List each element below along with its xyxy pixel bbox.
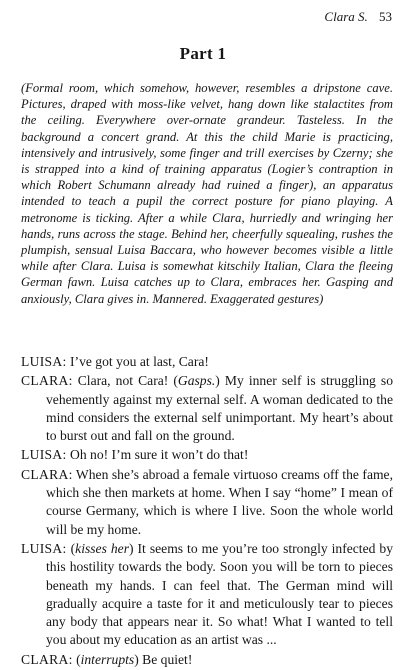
line-text: I’ve got you at last, Cara! bbox=[70, 354, 209, 369]
part-heading: Part 1 bbox=[179, 44, 227, 63]
dialogue-line bbox=[21, 466, 393, 539]
speaker-name: CLARA: bbox=[21, 466, 73, 482]
dialogue-line bbox=[21, 540, 393, 650]
dialogue bbox=[21, 353, 393, 670]
stage-aside: interrupts bbox=[80, 651, 135, 667]
running-head bbox=[324, 9, 392, 25]
stage-aside: Gasps. bbox=[177, 373, 216, 389]
page-number: 53 bbox=[379, 9, 392, 24]
dialogue-line bbox=[21, 446, 393, 464]
speaker-name: CLARA: bbox=[21, 373, 73, 389]
running-head-title: Clara S. bbox=[324, 9, 368, 24]
line-text: Clara, not Cara! ( bbox=[77, 373, 178, 389]
line-text: ( bbox=[76, 651, 81, 667]
speaker-name: LUISA: bbox=[21, 540, 67, 556]
line-text: When she’s abroad a female virtuoso creams off the fame, which she then markets at home. When I say “home” I mean of course Germany, which is where I live. Soon the whole world will be my home. bbox=[46, 466, 393, 537]
line-text: ) My inner self is struggling so vehemently against my external self. A woman dedicated to the mind considers the external self unimportant. My heart’s about to burst out and fall on the ground. bbox=[46, 373, 393, 444]
stage-aside: kisses her bbox=[75, 540, 129, 556]
dialogue-line bbox=[21, 372, 393, 445]
speaker-name: CLARA: bbox=[21, 651, 73, 667]
dialogue-line bbox=[21, 651, 393, 669]
line-text: ( bbox=[70, 540, 76, 556]
speaker-name: LUISA: bbox=[21, 354, 67, 369]
stage-direction: (Formal room, which somehow, however, resembles a dripstone cave. Pictures, draped with moss-like velvet, hang down like stalactites from the ceiling. Everywhere over-ornate grandeur. Tasteless. In the background a concert grand. At this the child Marie is practicing, intensively and intrusively, some finger and trill exercises by Czerny; she is strapped into a kind of training apparatus (Logier’s contraption in which Robert Schumann already had ruined a finger), an apparatus intended to teach a pupil the correct posture for piano playing. A metronome is ticking. After a while Clara, hurriedly and wringing her hands, runs across the stage. Behind her, cheerfully squealing, rushes the plumpish, sensual Luisa Baccara, who however becomes visible a little while after Clara. Luisa is somewhat kitschily Italian, Clara the fleeing German fawn. Luisa catches up to Clara, embraces her. Gasping and anxiously, Clara gives in. Mannered. Exaggerated gestures) bbox=[21, 81, 393, 306]
line-text: ) Be quiet! bbox=[134, 651, 193, 667]
speaker-name: LUISA: bbox=[21, 447, 67, 463]
dialogue-line bbox=[21, 353, 393, 371]
line-text: Oh no! I’m sure it won’t do that! bbox=[70, 447, 249, 463]
line-text: ) It seems to me you’re too strongly infected by this hostility towards the body. Soon you will be torn to pieces beneath my hands. I can feel that. The German mind will gradually acquire a taste for it and meticulously tear to pieces any body that appears near it. So what! What I wanted to tell you about my education as an artist was ... bbox=[46, 540, 394, 648]
